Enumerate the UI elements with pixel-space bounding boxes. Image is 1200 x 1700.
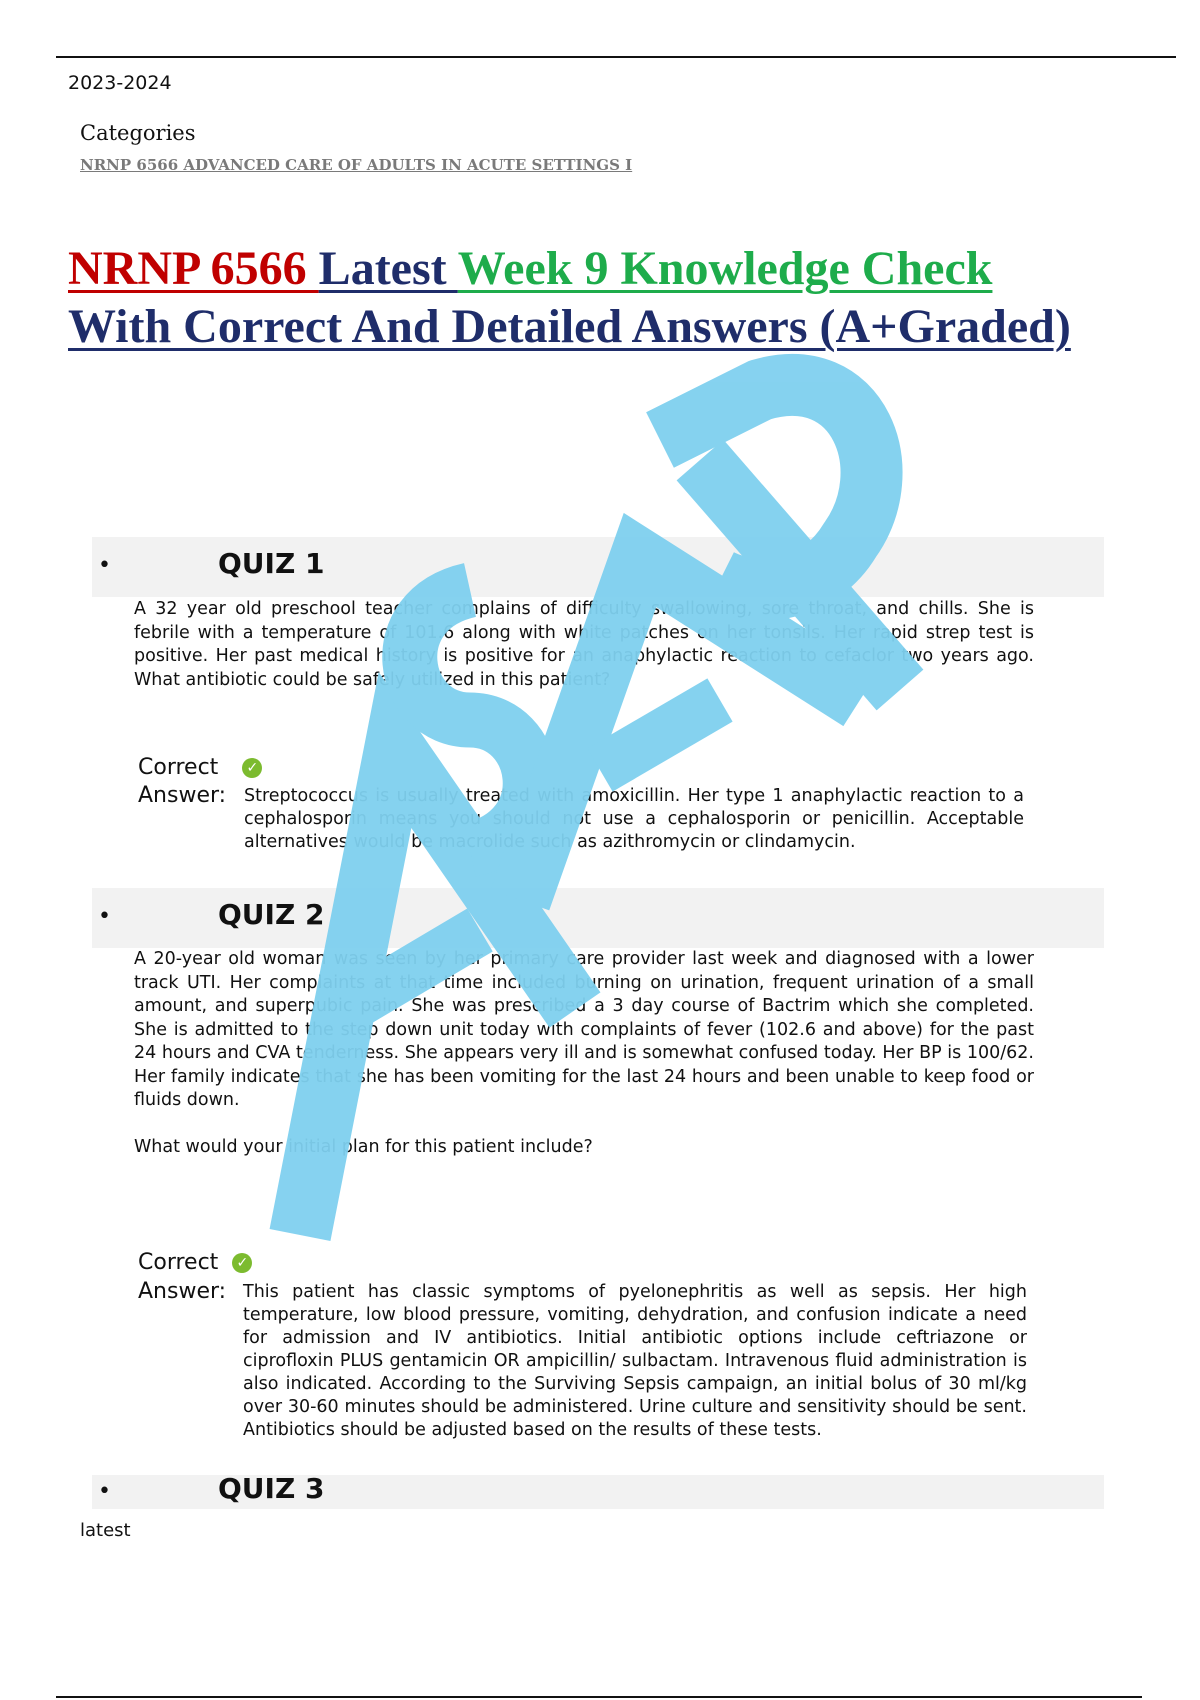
bullet: • [98,553,111,578]
title-course-code: NRNP 6566 [68,242,319,295]
bullet: • [98,1479,111,1504]
title-subtitle: With Correct And Detailed Answers (A+Graded) [68,300,1071,353]
quiz-answer: This patient has classic symptoms of pyelonephritis as well as sepsis. Her high temperature, low blood pressure, vomiting, dehydration, and confusion indicate a need for admission and IV antibiotics. Initial antibiotic options include ceftriazone or ciprofloxin PLUS gentamicin OR ampicillin/ sulbactam. Intravenous fluid administration is also indicated. According to the Surviving Sepsis campaign, an initial bolus of 30 ml/kg over 30-60 minutes should be administered. Urine culture and sensitivity should be sent. Antibiotics should be adjusted based on the results of these tests. [243,1282,1027,1440]
quiz-question: A 32 year old preschool teacher complains of difficulty swallowing, sore throat, and chills. She is febrile with a temperature of 101.6 along with white patches on her tonsils. Her rapid strep test is positive. Her past medical history is positive for an anaphylactic reaction to cefaclor two years ago. What antibiotic could be safely utilized in this patient? [134,599,1034,690]
quiz-answer: Streptococcus is usually treated with amoxicillin. Her type 1 anaphylactic reaction to a cephalosporin means you should not use a cephalosporin or penicillin. Acceptable alternatives would be macrolide such as azithromycin or clindamycin. [244,786,1024,852]
bullet: • [98,904,111,929]
answer-label: Answer: [138,783,227,808]
check-icon: ✓ [242,758,262,778]
check-icon: ✓ [232,1253,252,1273]
correct-text: Correct [138,755,219,780]
top-rule [56,56,1176,58]
quiz-title: QUIZ 2 [218,898,325,931]
category-link[interactable]: NRNP 6566 ADVANCED CARE OF ADULTS IN ACUTE SETTINGS I [80,156,633,174]
quiz-header [92,537,1104,597]
bottom-rule [56,1696,1142,1698]
title-latest: Latest [318,242,458,295]
quiz-header [92,1472,1104,1509]
year-label: 2023-2024 [68,72,172,94]
answer-label: Answer: [138,1279,227,1304]
title-week: Week 9 Knowledge Check [457,242,993,295]
document-title [68,240,1178,356]
correct-label [138,754,262,782]
correct-label [138,1249,252,1277]
quiz-title: QUIZ 3 [218,1472,325,1505]
footer-word: latest [80,1520,131,1541]
categories-heading: Categories [80,121,196,145]
quiz-title: QUIZ 1 [218,547,325,580]
watermark-letter-a2-bar [600,700,720,770]
quiz-header [92,888,1104,948]
quiz-question: A 20-year old woman was seen by her primary care provider last week and diagnosed with a lower track UTI. Her complaints at that time included burning on urination, frequent urination of a small amount, and superpubic pain. She was prescribed a 3 day course of Bactrim which she completed. She is admitted to the step down unit today with complaints of fever (102.6 and above) for the past 24 hours and CVA tenderness. She appears very ill and is somewhat confused today. Her BP is 100/62. Her family indicates that she has been vomiting for the last 24 hours and been unable to keep food or fluids down. What would your initial plan for this patient include? [134,949,1034,1157]
correct-text: Correct [138,1250,219,1275]
